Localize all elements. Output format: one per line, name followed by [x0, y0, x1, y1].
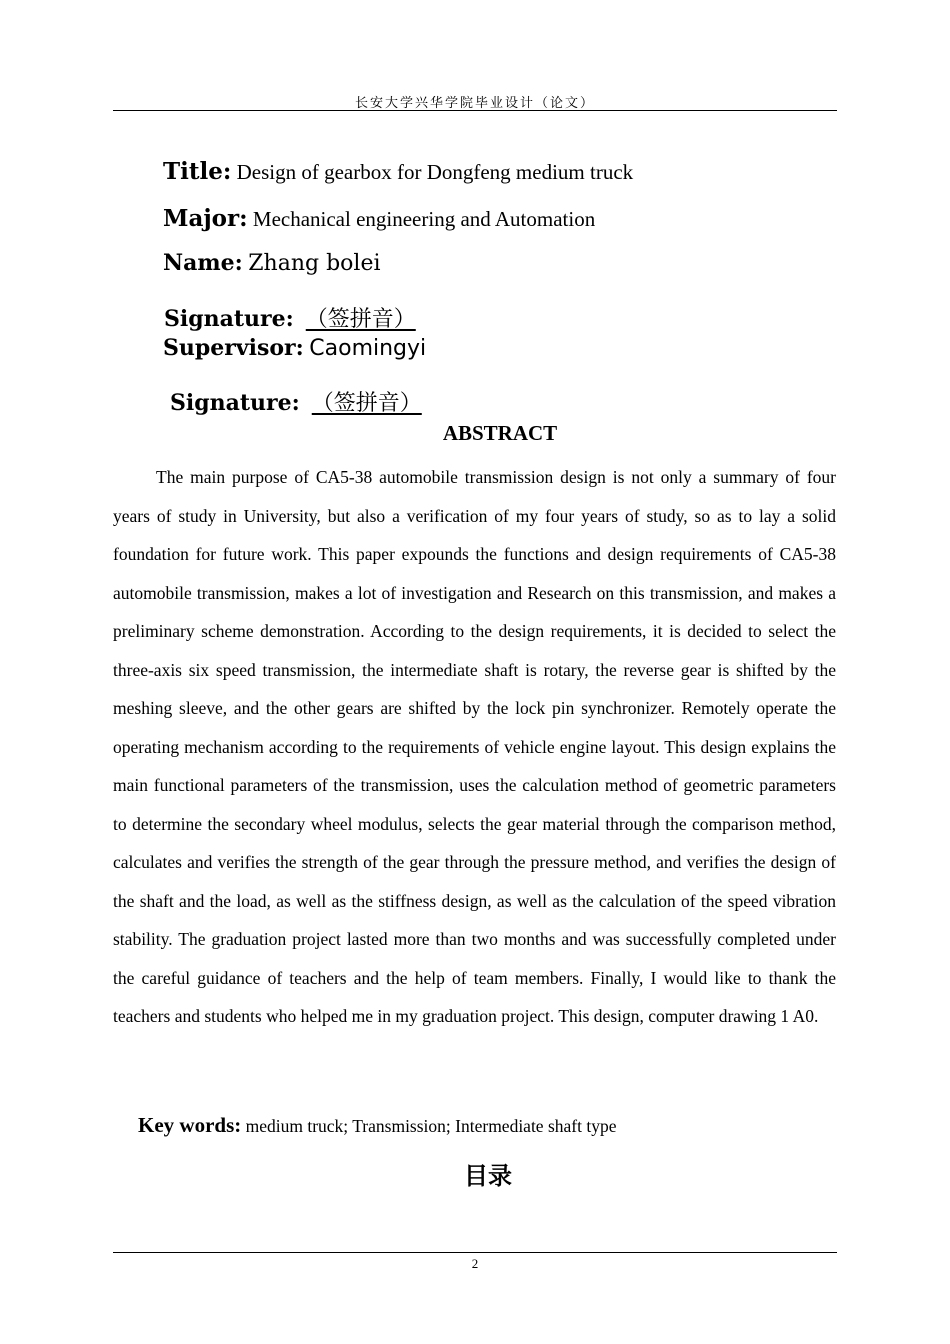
abstract-heading: ABSTRACT [442, 421, 558, 445]
supervisor-value: Caomingyi [309, 336, 427, 361]
student-signature-label: Signature: [164, 306, 294, 332]
running-header: 长安大学兴华学院毕业设计（论文） [354, 96, 595, 111]
supervisor-label: Supervisor: [163, 335, 304, 361]
supervisor-signature-value: （签拼音） [311, 391, 422, 416]
major-label: Major: [163, 205, 248, 232]
student-signature-line [164, 302, 416, 333]
header-rule [113, 110, 837, 111]
student-signature-value: （签拼音） [305, 307, 416, 332]
title-value: Design of gearbox for Dongfeng medium truck [236, 160, 634, 184]
page-number: 2 [471, 1256, 479, 1271]
major-line [163, 205, 595, 232]
keywords-line [138, 1113, 616, 1138]
keywords-label: Key words: [138, 1113, 242, 1137]
supervisor-signature-line [170, 386, 422, 417]
name-line [163, 250, 381, 276]
toc-title: 目录 [464, 1162, 512, 1190]
keywords-value: medium truck; Transmission; Intermediate shaft type [245, 1116, 617, 1136]
name-label: Name: [163, 250, 243, 276]
footer-rule [113, 1252, 837, 1253]
major-value: Mechanical engineering and Automation [252, 207, 596, 231]
supervisor-line [163, 335, 426, 361]
title-label: Title: [163, 158, 232, 185]
supervisor-signature-label: Signature: [170, 390, 300, 416]
title-line [163, 158, 633, 185]
name-value: Zhang bolei [248, 251, 381, 276]
abstract-body: The main purpose of CA5-38 automobile transmission design is not only a summary of four years of study in University, but also a verification of my four years of study, so as to lay a solid foundation for future work. This paper expounds the functions and design requirements of CA5-38 automobile transmission, makes a lot of investigation and Research on this transmission, and makes a preliminary scheme demonstration. According to the design requirements, it is decided to select the three-axis six speed transmission, the intermediate shaft is rotary, the reverse gear is shifted by the meshing sleeve, and the other gears are shifted by the lock pin synchronizer. Remotely operate the operating mechanism according to the requirements of vehicle engine layout. This design explains the main functional parameters of the transmission, uses the calculation method of geometric parameters to determine the secondary wheel modulus, selects the gear material through the comparison method, calculates and verifies the strength of the gear through the pressure method, and verifies the design of the shaft and the load, as well as the stiffness design, as well as the calculation of the speed vibration stability. The graduation project lasted more than two months and was successfully completed under the careful guidance of teachers and the help of team members. Finally, I would like to thank the teachers and students who helped me in my graduation project. This design, computer drawing 1 A0. [113, 467, 836, 1026]
